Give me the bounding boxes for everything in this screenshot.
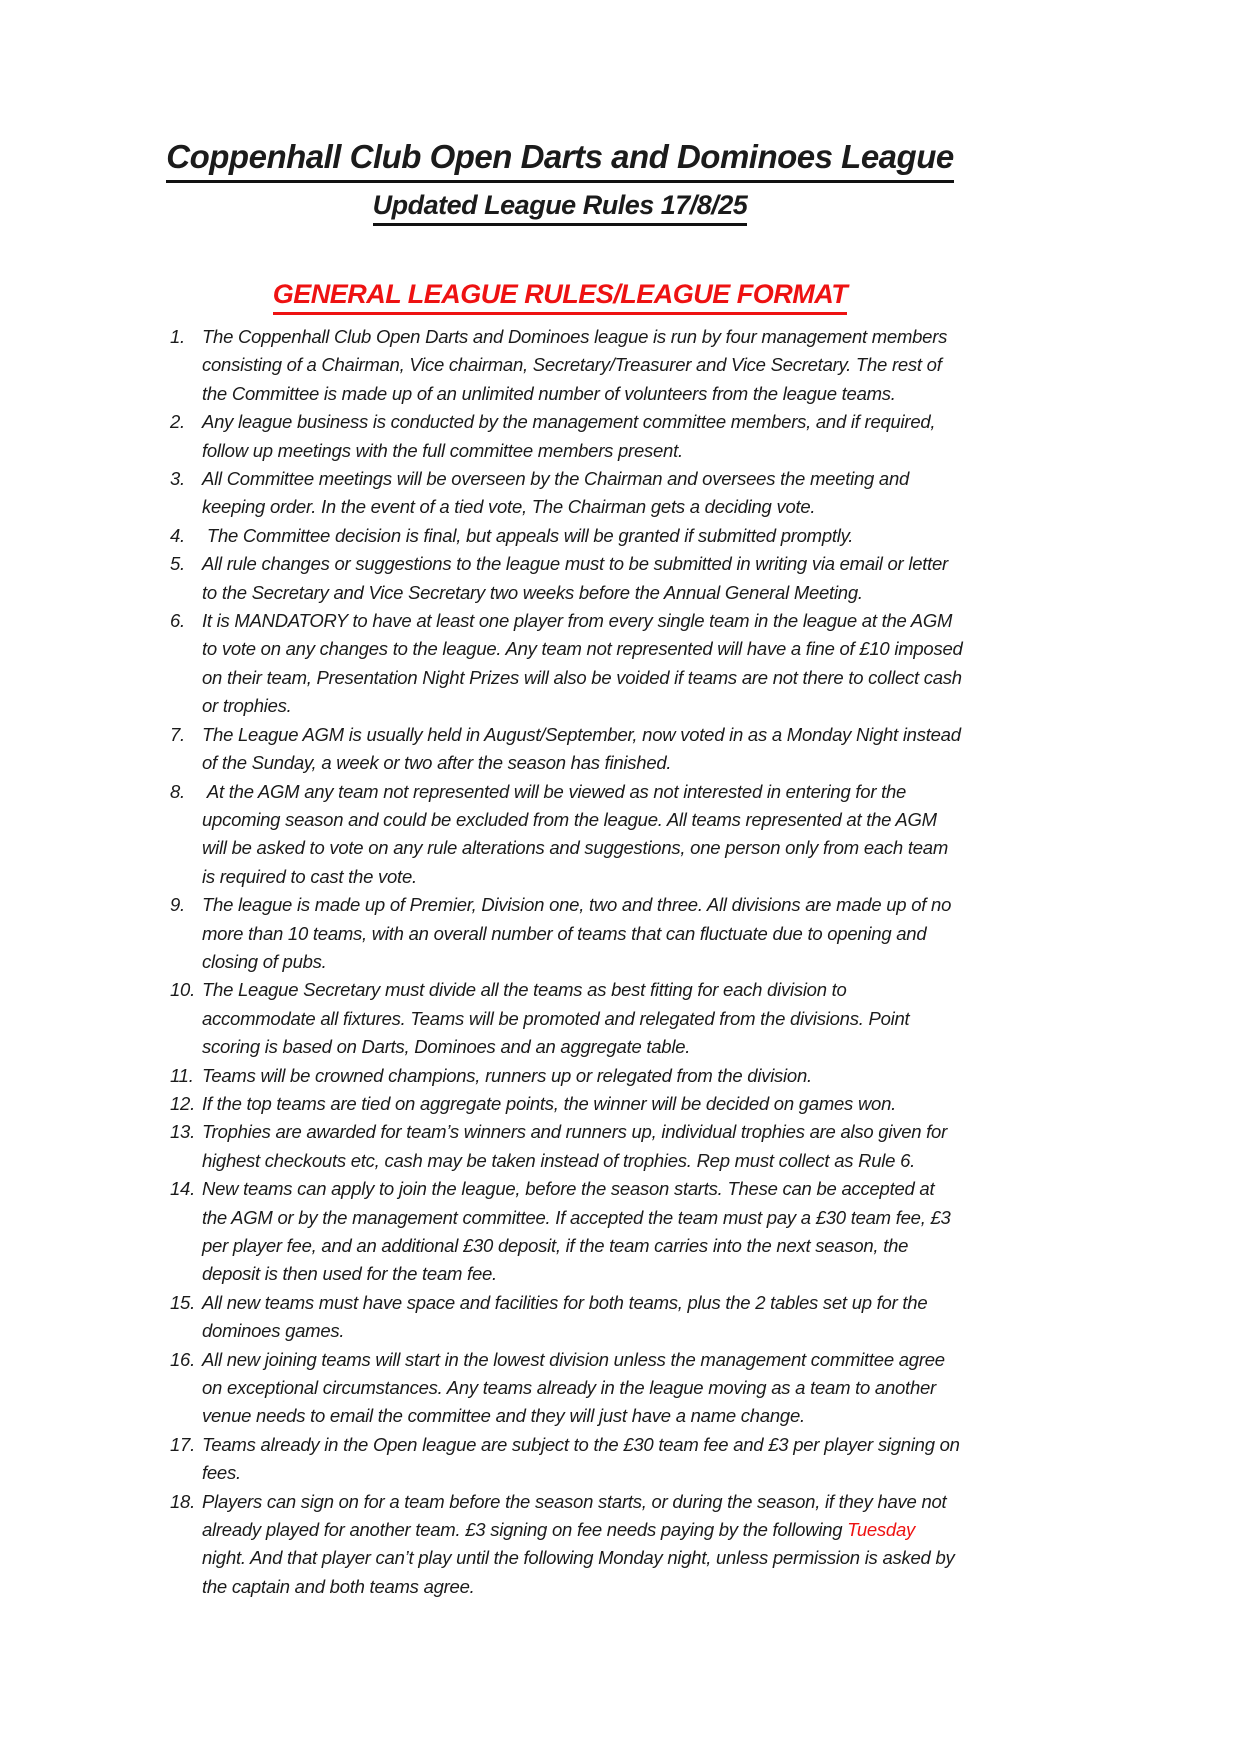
rule-text: [202, 1346, 963, 1431]
highlighted-word: Tuesday: [847, 1519, 916, 1541]
rule-number: 11.: [170, 1064, 194, 1086]
rule-text-segment: All rule changes or suggestions to the league must to be submitted in writing via email or letter to the Secretary and Vice Secretary two weeks before the Annual General Meeting.: [202, 553, 948, 603]
rule-text-segment: The league is made up of Premier, Division one, two and three. All divisions are made up of no more than 10 teams, with an overall number of teams that can fluctuate due to opening and closing of pubs.: [202, 894, 952, 972]
rule-number: 5.: [170, 553, 185, 575]
rule-text: [202, 1488, 963, 1602]
rule-number: 13.: [170, 1121, 195, 1143]
section-heading: [157, 279, 963, 315]
document-subtitle-text: Updated League Rules 17/8/25: [373, 190, 748, 226]
rule-text-segment: At the AGM any team not represented will be viewed as not interested in entering for the upcoming season and could be excluded from the league. All teams represented at the AGM will be asked to vote on any rule alterations and suggestions, one person only from each team is required to cast the vote.: [202, 780, 948, 887]
rule-text-segment: The Committee decision is final, but appeals will be granted if submitted promptly.: [202, 524, 854, 546]
rule-item: [157, 323, 963, 408]
rule-item: [157, 721, 963, 778]
document-title-text: Coppenhall Club Open Darts and Dominoes League: [166, 138, 953, 183]
rule-number: 6.: [170, 610, 185, 632]
rule-text-segment: Any league business is conducted by the management committee members, and if required, follow up meetings with the full committee members present.: [202, 411, 936, 461]
rule-number: 14.: [170, 1178, 195, 1200]
rule-text: [202, 976, 963, 1061]
rule-number: 10.: [170, 979, 195, 1001]
rule-number: 18.: [170, 1490, 195, 1512]
rule-text-segment: Teams already in the Open league are subject to the £30 team fee and £3 per player signing on fees.: [202, 1433, 960, 1484]
rule-text-segment: If the top teams are tied on aggregate points, the winner will be decided on games won.: [202, 1092, 897, 1114]
rule-item: [157, 1175, 963, 1289]
rule-text: [202, 607, 963, 721]
document-subtitle: [157, 190, 963, 226]
rule-text-segment: night. And that player can’t play until the following Monday night, unless permission is asked by the captain and both teams agree.: [202, 1547, 955, 1597]
rule-number: 2.: [170, 411, 185, 433]
rule-text: [202, 1431, 963, 1488]
rule-item: [157, 1118, 963, 1175]
rule-text: [202, 1175, 963, 1289]
rule-text: [202, 1118, 963, 1175]
rule-item: [157, 465, 963, 522]
rule-text-segment: All Committee meetings will be overseen by the Chairman and oversees the meeting and keeping order. In the event of a tied vote, The Chairman gets a deciding vote.: [202, 468, 910, 518]
rule-text: [202, 550, 963, 607]
rule-text-segment: New teams can apply to join the league, before the season starts. These can be accepted at the AGM or by the management committee. If accepted the team must pay a £30 team fee, £3 per player fee, and an additional £30 deposit, if the team carries into the next season, the deposit is then used for the team fee.: [202, 1178, 951, 1285]
rule-number: 4.: [170, 524, 185, 546]
rule-item: [157, 550, 963, 607]
document-page: [157, 0, 963, 1601]
rule-item: [157, 408, 963, 465]
rule-number: 7.: [170, 723, 185, 745]
rule-text-segment: Players can sign on for a team before the season starts, or during the season, if they have not already played for another team. £3 signing on fee needs paying by the following: [202, 1490, 947, 1541]
rule-item: [157, 522, 963, 550]
rule-item: [157, 891, 963, 976]
rule-text: [202, 408, 963, 465]
rule-text: [202, 1289, 963, 1346]
rule-text: [202, 721, 963, 778]
rule-number: 8.: [170, 780, 185, 802]
rule-text-segment: All new joining teams will start in the lowest division unless the management committee agree on exceptional circumstances. Any teams already in the league moving as a team to another venue needs to email the committee and they will just have a name change.: [202, 1348, 945, 1427]
rule-text: [202, 323, 963, 408]
rule-text: [202, 891, 963, 976]
rule-item: [157, 1488, 963, 1602]
rule-number: 1.: [170, 326, 185, 347]
rule-text-segment: The Coppenhall Club Open Darts and Dominoes league is run by four management members consisting of a Chairman, Vice chairman, Secretary/Treasurer and Vice Secretary. The rest of the Committee is made up of an unlimited number of volunteers from the league teams.: [202, 326, 948, 404]
section-heading-text: GENERAL LEAGUE RULES/LEAGUE FORMAT: [273, 279, 848, 315]
rule-text-segment: Trophies are awarded for team’s winners and runners up, individual trophies are also given for highest checkouts etc, cash may be taken instead of trophies. Rep must collect as Rule 6.: [202, 1121, 948, 1171]
rule-item: [157, 1431, 963, 1488]
rule-number: 3.: [170, 468, 185, 490]
document-title: [157, 138, 963, 183]
rule-text-segment: Teams will be crowned champions, runners up or relegated from the division.: [202, 1064, 812, 1086]
rule-number: 9.: [170, 894, 185, 916]
rule-text-segment: The League Secretary must divide all the teams as best fitting for each division to accommodate all fixtures. Teams will be promoted and relegated from the divisions. Point scoring is based on Darts, Dominoes and an aggregate table.: [202, 979, 910, 1058]
rule-number: 12.: [170, 1092, 195, 1114]
rule-text-segment: All new teams must have space and facilities for both teams, plus the 2 tables set up for the dominoes games.: [202, 1291, 928, 1342]
rules-list: [157, 323, 963, 1601]
rule-number: 15.: [170, 1291, 195, 1313]
rule-text: [202, 522, 963, 550]
rule-item: [157, 607, 963, 721]
rule-text: [202, 1062, 963, 1090]
rule-item: [157, 1346, 963, 1431]
rule-text: [202, 1090, 963, 1118]
rule-text: [202, 465, 963, 522]
rule-number: 17.: [170, 1433, 195, 1455]
rule-item: [157, 778, 963, 892]
rule-number: 16.: [170, 1348, 195, 1370]
rule-text-segment: It is MANDATORY to have at least one player from every single team in the league at the AGM to vote on any changes to the league. Any team not represented will have a fine of £10 imposed on their team, Presentation Night Prizes will also be voided if teams are not there to collect cash or trophies.: [202, 610, 963, 717]
rule-item: [157, 1289, 963, 1346]
rule-text: [202, 778, 963, 892]
rule-item: [157, 1090, 963, 1118]
rule-item: [157, 976, 963, 1061]
rule-text-segment: The League AGM is usually held in August/September, now voted in as a Monday Night instead of the Sunday, a week or two after the season has finished.: [202, 723, 961, 774]
rule-item: [157, 1062, 963, 1090]
